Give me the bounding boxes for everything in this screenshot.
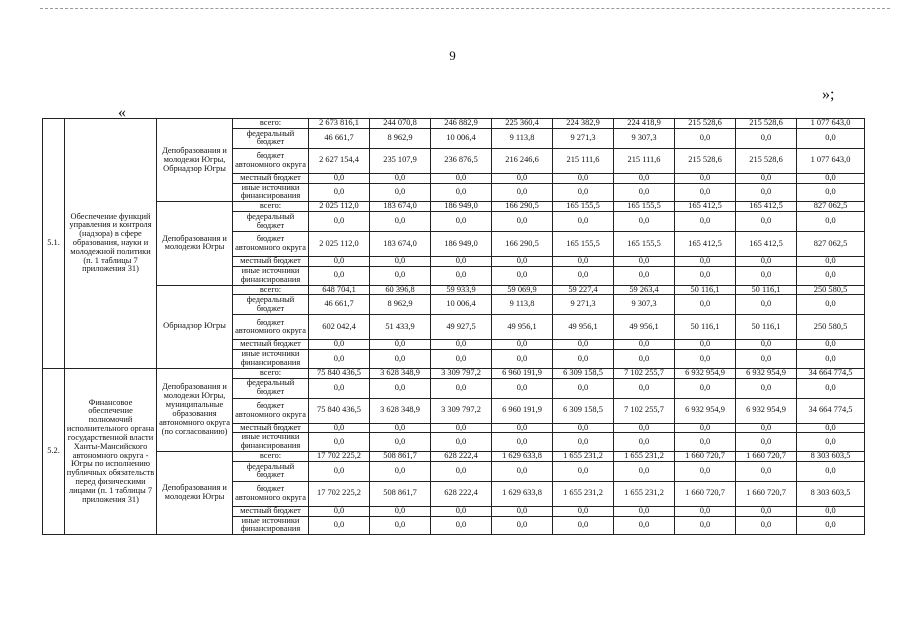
amount-cell: 0,0 [736, 433, 797, 452]
amount-cell: 0,0 [797, 212, 865, 232]
amount-cell: 46 661,7 [309, 128, 370, 148]
amount-cell: 0,0 [431, 516, 492, 535]
amount-cell: 0,0 [797, 128, 865, 148]
funding-source: федеральный бюджет [233, 461, 309, 481]
amount-cell: 1 629 633,8 [492, 452, 553, 462]
amount-cell: 0,0 [614, 340, 675, 350]
amount-cell: 0,0 [309, 266, 370, 285]
amount-cell: 3 628 348,9 [370, 398, 431, 423]
amount-cell: 1 655 231,2 [614, 452, 675, 462]
amount-cell: 0,0 [736, 340, 797, 350]
amount-cell: 59 263,4 [614, 285, 675, 295]
amount-cell: 0,0 [553, 516, 614, 535]
executor-name: Депобразования и молодежи Югры, муниципальные образования автономного округа (по согласованию) [157, 368, 233, 451]
amount-cell: 1 629 633,8 [492, 481, 553, 506]
amount-cell: 0,0 [492, 266, 553, 285]
amount-cell: 0,0 [431, 423, 492, 433]
amount-cell: 0,0 [431, 173, 492, 183]
amount-cell: 50 116,1 [675, 285, 736, 295]
amount-cell: 0,0 [492, 506, 553, 516]
amount-cell: 508 861,7 [370, 452, 431, 462]
amount-cell: 0,0 [736, 257, 797, 267]
amount-cell: 6 932 954,9 [736, 368, 797, 378]
amount-cell: 0,0 [553, 350, 614, 369]
amount-cell: 0,0 [309, 183, 370, 202]
amount-cell: 183 674,0 [370, 232, 431, 257]
amount-cell: 9 271,3 [553, 128, 614, 148]
amount-cell: 165 155,5 [553, 202, 614, 212]
funding-source: федеральный бюджет [233, 378, 309, 398]
funding-source: бюджет автономного округа [233, 398, 309, 423]
amount-cell: 165 412,5 [675, 202, 736, 212]
amount-cell: 0,0 [675, 350, 736, 369]
amount-cell: 0,0 [614, 516, 675, 535]
amount-cell: 0,0 [736, 350, 797, 369]
amount-cell: 0,0 [614, 173, 675, 183]
amount-cell: 0,0 [797, 295, 865, 315]
funding-source: федеральный бюджет [233, 212, 309, 232]
amount-cell: 0,0 [370, 516, 431, 535]
amount-cell: 0,0 [370, 433, 431, 452]
amount-cell: 6 932 954,9 [675, 368, 736, 378]
funding-source: всего: [233, 285, 309, 295]
amount-cell: 7 102 255,7 [614, 368, 675, 378]
amount-cell: 0,0 [309, 378, 370, 398]
amount-cell: 59 933,9 [431, 285, 492, 295]
amount-cell: 17 702 225,2 [309, 452, 370, 462]
amount-cell: 3 309 797,2 [431, 398, 492, 423]
amount-cell: 0,0 [492, 516, 553, 535]
amount-cell: 0,0 [309, 506, 370, 516]
amount-cell: 0,0 [431, 350, 492, 369]
amount-cell: 0,0 [309, 461, 370, 481]
amount-cell: 250 580,5 [797, 315, 865, 340]
amount-cell: 0,0 [370, 506, 431, 516]
amount-cell: 0,0 [797, 378, 865, 398]
amount-cell: 225 360,4 [492, 119, 553, 129]
funding-source: местный бюджет [233, 506, 309, 516]
amount-cell: 0,0 [431, 257, 492, 267]
amount-cell: 186 949,0 [431, 202, 492, 212]
amount-cell: 0,0 [736, 173, 797, 183]
amount-cell: 10 006,4 [431, 128, 492, 148]
amount-cell: 0,0 [736, 128, 797, 148]
amount-cell: 6 309 158,5 [553, 398, 614, 423]
amount-cell: 0,0 [431, 378, 492, 398]
amount-cell: 49 956,1 [614, 315, 675, 340]
amount-cell: 508 861,7 [370, 481, 431, 506]
funding-source: бюджет автономного округа [233, 315, 309, 340]
amount-cell: 0,0 [431, 340, 492, 350]
amount-cell: 186 949,0 [431, 232, 492, 257]
amount-cell: 0,0 [736, 183, 797, 202]
amount-cell: 6 960 191,9 [492, 368, 553, 378]
amount-cell: 0,0 [797, 433, 865, 452]
amount-cell: 0,0 [309, 340, 370, 350]
amount-cell: 49 927,5 [431, 315, 492, 340]
amount-cell: 0,0 [736, 461, 797, 481]
amount-cell: 0,0 [431, 506, 492, 516]
amount-cell: 1 655 231,2 [553, 452, 614, 462]
amount-cell: 0,0 [370, 340, 431, 350]
amount-cell: 0,0 [614, 257, 675, 267]
amount-cell: 0,0 [675, 128, 736, 148]
amount-cell: 165 155,5 [614, 232, 675, 257]
amount-cell: 0,0 [675, 212, 736, 232]
amount-cell: 0,0 [797, 266, 865, 285]
table-row [43, 452, 865, 462]
amount-cell: 0,0 [675, 433, 736, 452]
executor-name: Депобразования и молодежи Югры, Обрнадзор Югры [157, 119, 233, 202]
amount-cell: 0,0 [736, 506, 797, 516]
amount-cell: 0,0 [614, 506, 675, 516]
amount-cell: 0,0 [370, 183, 431, 202]
amount-cell: 827 062,5 [797, 202, 865, 212]
amount-cell: 0,0 [553, 257, 614, 267]
amount-cell: 0,0 [614, 423, 675, 433]
amount-cell: 0,0 [553, 173, 614, 183]
amount-cell: 49 956,1 [553, 315, 614, 340]
amount-cell: 59 069,9 [492, 285, 553, 295]
table-row [43, 285, 865, 295]
amount-cell: 0,0 [309, 212, 370, 232]
amount-cell: 166 290,5 [492, 232, 553, 257]
amount-cell: 0,0 [675, 461, 736, 481]
amount-cell: 215 528,6 [736, 119, 797, 129]
amount-cell: 0,0 [797, 516, 865, 535]
amount-cell: 0,0 [370, 212, 431, 232]
amount-cell: 0,0 [309, 257, 370, 267]
amount-cell: 224 382,9 [553, 119, 614, 129]
amount-cell: 0,0 [614, 212, 675, 232]
amount-cell: 215 111,6 [614, 148, 675, 173]
amount-cell: 34 664 774,5 [797, 368, 865, 378]
amount-cell: 8 962,9 [370, 295, 431, 315]
amount-cell: 2 025 112,0 [309, 232, 370, 257]
amount-cell: 0,0 [492, 461, 553, 481]
funding-source: бюджет автономного округа [233, 232, 309, 257]
amount-cell: 9 113,8 [492, 128, 553, 148]
amount-cell: 0,0 [492, 378, 553, 398]
amount-cell: 10 006,4 [431, 295, 492, 315]
amount-cell: 0,0 [614, 378, 675, 398]
amount-cell: 0,0 [553, 433, 614, 452]
amount-cell: 8 962,9 [370, 128, 431, 148]
amount-cell: 0,0 [797, 340, 865, 350]
amount-cell: 0,0 [675, 378, 736, 398]
amount-cell: 0,0 [370, 257, 431, 267]
amount-cell: 46 661,7 [309, 295, 370, 315]
amount-cell: 0,0 [675, 423, 736, 433]
amount-cell: 17 702 225,2 [309, 481, 370, 506]
funding-source: иные источники финансирования [233, 433, 309, 452]
amount-cell: 250 580,5 [797, 285, 865, 295]
amount-cell: 165 155,5 [553, 232, 614, 257]
amount-cell: 6 960 191,9 [492, 398, 553, 423]
funding-source: всего: [233, 452, 309, 462]
amount-cell: 75 840 436,5 [309, 368, 370, 378]
amount-cell: 9 307,3 [614, 128, 675, 148]
amount-cell: 0,0 [370, 266, 431, 285]
amount-cell: 215 528,6 [675, 148, 736, 173]
amount-cell: 0,0 [553, 461, 614, 481]
table-row [43, 202, 865, 212]
amount-cell: 0,0 [370, 378, 431, 398]
amount-cell: 0,0 [309, 433, 370, 452]
funding-source: всего: [233, 368, 309, 378]
amount-cell: 224 418,9 [614, 119, 675, 129]
amount-cell: 0,0 [675, 295, 736, 315]
funding-source: иные источники финансирования [233, 350, 309, 369]
amount-cell: 1 655 231,2 [553, 481, 614, 506]
amount-cell: 50 116,1 [736, 315, 797, 340]
amount-cell: 183 674,0 [370, 202, 431, 212]
amount-cell: 215 528,6 [675, 119, 736, 129]
amount-cell: 0,0 [736, 266, 797, 285]
amount-cell: 0,0 [736, 423, 797, 433]
amount-cell: 165 412,5 [736, 232, 797, 257]
amount-cell: 9 307,3 [614, 295, 675, 315]
funding-source: бюджет автономного округа [233, 148, 309, 173]
amount-cell: 1 660 720,7 [675, 481, 736, 506]
amount-cell: 0,0 [492, 173, 553, 183]
amount-cell: 235 107,9 [370, 148, 431, 173]
amount-cell: 827 062,5 [797, 232, 865, 257]
amount-cell: 60 396,8 [370, 285, 431, 295]
amount-cell: 7 102 255,7 [614, 398, 675, 423]
amount-cell: 9 113,8 [492, 295, 553, 315]
amount-cell: 648 704,1 [309, 285, 370, 295]
amount-cell: 0,0 [553, 506, 614, 516]
measure-number: 5.1. [43, 119, 65, 369]
funding-source: иные источники финансирования [233, 266, 309, 285]
amount-cell: 0,0 [675, 173, 736, 183]
amount-cell: 216 246,6 [492, 148, 553, 173]
amount-cell: 1 655 231,2 [614, 481, 675, 506]
funding-source: бюджет автономного округа [233, 481, 309, 506]
amount-cell: 0,0 [492, 340, 553, 350]
amount-cell: 0,0 [797, 257, 865, 267]
amount-cell: 1 077 643,0 [797, 119, 865, 129]
amount-cell: 2 673 816,1 [309, 119, 370, 129]
amount-cell: 0,0 [675, 340, 736, 350]
amount-cell: 0,0 [492, 257, 553, 267]
amount-cell: 2 627 154,4 [309, 148, 370, 173]
amount-cell: 0,0 [797, 183, 865, 202]
amount-cell: 0,0 [553, 340, 614, 350]
amount-cell: 0,0 [492, 423, 553, 433]
amount-cell: 3 628 348,9 [370, 368, 431, 378]
amount-cell: 166 290,5 [492, 202, 553, 212]
table-row [43, 368, 865, 378]
page-top-border [40, 8, 890, 9]
amount-cell: 0,0 [614, 266, 675, 285]
amount-cell: 59 227,4 [553, 285, 614, 295]
amount-cell: 50 116,1 [675, 315, 736, 340]
amount-cell: 0,0 [797, 173, 865, 183]
amount-cell: 0,0 [370, 423, 431, 433]
amount-cell: 50 116,1 [736, 285, 797, 295]
executor-name: Депобразования и молодежи Югры [157, 202, 233, 285]
amount-cell: 602 042,4 [309, 315, 370, 340]
amount-cell: 0,0 [736, 212, 797, 232]
amount-cell: 0,0 [492, 183, 553, 202]
amount-cell: 0,0 [614, 350, 675, 369]
amount-cell: 49 956,1 [492, 315, 553, 340]
amount-cell: 2 025 112,0 [309, 202, 370, 212]
amount-cell: 628 222,4 [431, 481, 492, 506]
amount-cell: 8 303 603,5 [797, 452, 865, 462]
amount-cell: 0,0 [797, 350, 865, 369]
funding-source: федеральный бюджет [233, 295, 309, 315]
amount-cell: 0,0 [614, 433, 675, 452]
measure-name: Обеспечение функций управления и контроля (надзора) в сфере образования, науки и молодежной политики (п. 1 таблицы 7 приложения 31) [65, 119, 157, 369]
amount-cell: 0,0 [431, 212, 492, 232]
amount-cell: 246 882,9 [431, 119, 492, 129]
amount-cell: 0,0 [431, 183, 492, 202]
amount-cell: 628 222,4 [431, 452, 492, 462]
amount-cell: 0,0 [736, 295, 797, 315]
amount-cell: 215 111,6 [553, 148, 614, 173]
amount-cell: 0,0 [675, 183, 736, 202]
amount-cell: 0,0 [370, 461, 431, 481]
amount-cell: 0,0 [431, 433, 492, 452]
measure-name: Финансовое обеспечение полномочий исполнительного органа государственной власти Ханты-Мансийского автономного округа - Югры по исполнению публичных обязательств перед физическими лицами (п. 1 таблицы 7 приложения 31) [65, 368, 157, 535]
amount-cell: 0,0 [431, 266, 492, 285]
amount-cell: 0,0 [797, 423, 865, 433]
amount-cell: 0,0 [309, 423, 370, 433]
amount-cell: 0,0 [553, 183, 614, 202]
amount-cell: 6 932 954,9 [736, 398, 797, 423]
funding-source: местный бюджет [233, 423, 309, 433]
amount-cell: 0,0 [675, 516, 736, 535]
amount-cell: 6 309 158,5 [553, 368, 614, 378]
amount-cell: 0,0 [675, 257, 736, 267]
funding-source: местный бюджет [233, 257, 309, 267]
amount-cell: 0,0 [309, 350, 370, 369]
amount-cell: 6 932 954,9 [675, 398, 736, 423]
amount-cell: 8 303 603,5 [797, 481, 865, 506]
funding-source: местный бюджет [233, 340, 309, 350]
closing-quote: »; [822, 86, 835, 103]
executor-name: Депобразования и молодежи Югры [157, 452, 233, 535]
amount-cell: 51 433,9 [370, 315, 431, 340]
amount-cell: 0,0 [553, 266, 614, 285]
amount-cell: 0,0 [553, 378, 614, 398]
amount-cell: 0,0 [492, 212, 553, 232]
amount-cell: 75 840 436,5 [309, 398, 370, 423]
amount-cell: 0,0 [675, 266, 736, 285]
amount-cell: 0,0 [553, 423, 614, 433]
amount-cell: 0,0 [797, 461, 865, 481]
amount-cell: 1 660 720,7 [675, 452, 736, 462]
amount-cell: 9 271,3 [553, 295, 614, 315]
opening-quote: « [118, 104, 126, 121]
amount-cell: 0,0 [431, 461, 492, 481]
amount-cell: 1 660 720,7 [736, 452, 797, 462]
funding-source: местный бюджет [233, 173, 309, 183]
amount-cell: 0,0 [675, 506, 736, 516]
funding-source: федеральный бюджет [233, 128, 309, 148]
amount-cell: 215 528,6 [736, 148, 797, 173]
funding-source: всего: [233, 202, 309, 212]
amount-cell: 165 412,5 [736, 202, 797, 212]
financing-table [42, 118, 865, 535]
amount-cell: 244 070,8 [370, 119, 431, 129]
amount-cell: 0,0 [736, 516, 797, 535]
amount-cell: 0,0 [614, 183, 675, 202]
amount-cell: 3 309 797,2 [431, 368, 492, 378]
amount-cell: 1 660 720,7 [736, 481, 797, 506]
funding-source: иные источники финансирования [233, 183, 309, 202]
amount-cell: 1 077 643,0 [797, 148, 865, 173]
amount-cell: 0,0 [370, 173, 431, 183]
amount-cell: 0,0 [614, 461, 675, 481]
amount-cell: 165 155,5 [614, 202, 675, 212]
amount-cell: 165 412,5 [675, 232, 736, 257]
executor-name: Обрнадзор Югры [157, 285, 233, 368]
amount-cell: 0,0 [492, 350, 553, 369]
amount-cell: 236 876,5 [431, 148, 492, 173]
measure-number: 5.2. [43, 368, 65, 535]
funding-source: иные источники финансирования [233, 516, 309, 535]
amount-cell: 0,0 [492, 433, 553, 452]
amount-cell: 0,0 [797, 506, 865, 516]
amount-cell: 0,0 [553, 212, 614, 232]
amount-cell: 0,0 [309, 173, 370, 183]
page-number: 9 [449, 48, 456, 63]
amount-cell: 0,0 [736, 378, 797, 398]
amount-cell: 0,0 [370, 350, 431, 369]
funding-source: всего: [233, 119, 309, 129]
table-row [43, 119, 865, 129]
amount-cell: 0,0 [309, 516, 370, 535]
amount-cell: 34 664 774,5 [797, 398, 865, 423]
